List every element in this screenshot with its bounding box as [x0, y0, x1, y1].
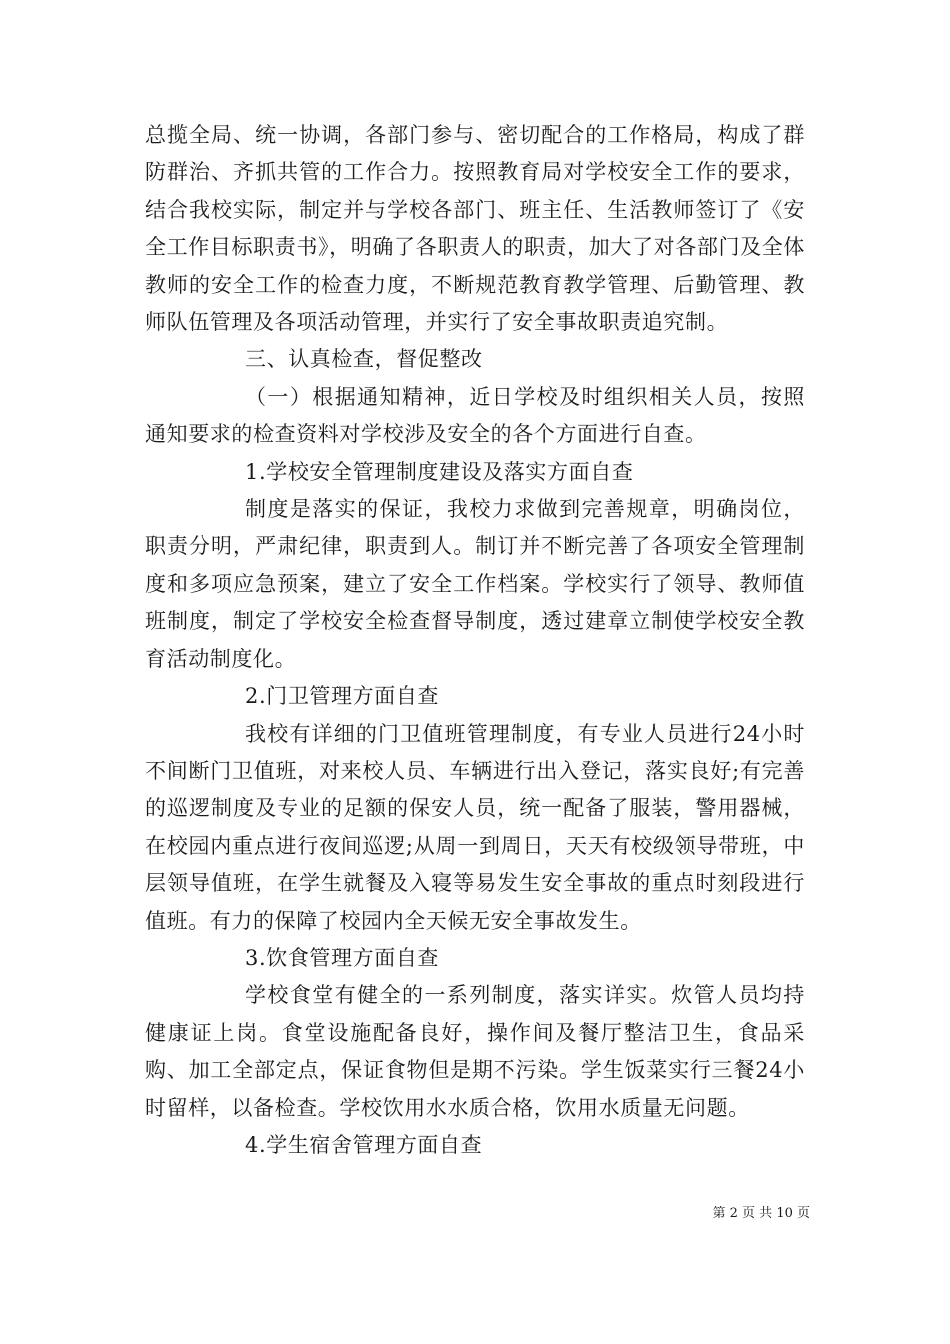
paragraph-food-management: 学校食堂有健全的一系列制度，落实详实。炊管人员均持健康证上岗。食堂设施配备良好，操作间及餐厅整洁卫生，食品采购、加工全部定点，保证食物但是期不污染。学生饭菜实行三餐24小时留样，以备检查。学校饮用水水质合格，饮用水质量无问题。	[145, 983, 805, 1120]
section-heading-inspection: 三、认真检查，督促整改	[245, 347, 483, 372]
subheading-gate-management: 2.门卫管理方面自查	[245, 684, 440, 709]
subheading-food-management: 3.饮食管理方面自查	[245, 945, 440, 970]
paragraph-gate-management: 我校有详细的门卫值班管理制度，有专业人员进行24小时不间断门卫值班，对来校人员、车辆进行出入登记，落实良好;有完善的巡逻制度及专业的足额的保安人员，统一配备了服装，警用器械，在校园内重点进行夜间巡逻;从周一到周日，天天有校级领导带班，中层领导值班，在学生就餐及入寝等易发生安全事故的重点时刻段进行值班。有力的保障了校园内全天候无安全事故发生。	[145, 721, 805, 933]
paragraph-safety-system: 制度是落实的保证，我校力求做到完善规章，明确岗位，职责分明，严肃纪律，职责到人。制订并不断完善了各项安全管理制度和多项应急预案，建立了安全工作档案。学校实行了领导、教师值班制度，制定了学校安全检查督导制度，透过建章立制使学校安全教育活动制度化。	[145, 497, 805, 671]
paragraph-work-structure: 总揽全局、统一协调，各部门参与、密切配合的工作格局，构成了群防群治、齐抓共管的工作合力。按照教育局对学校安全工作的要求，结合我校实际，制定并与学校各部门、班主任、生活教师签订了《安全工作目标职责书》，明确了各职责人的职责，加大了对各部门及全体教师的安全工作的检查力度，不断规范教育教学管理、后勤管理、教师队伍管理及各项活动管理，并实行了安全事故职责追究制。	[145, 123, 805, 335]
subheading-dormitory-management: 4.学生宿舍管理方面自查	[245, 1132, 483, 1157]
paragraph-self-inspection: （一）根据通知精神，近日学校及时组织相关人员，按照通知要求的检查资料对学校涉及安全的各个方面进行自查。	[145, 384, 805, 447]
page-number: 第 2 页 共 10 页	[712, 1206, 810, 1221]
document-body	[145, 117, 805, 1164]
subheading-safety-system: 1.学校安全管理制度建设及落实方面自查	[245, 459, 634, 484]
